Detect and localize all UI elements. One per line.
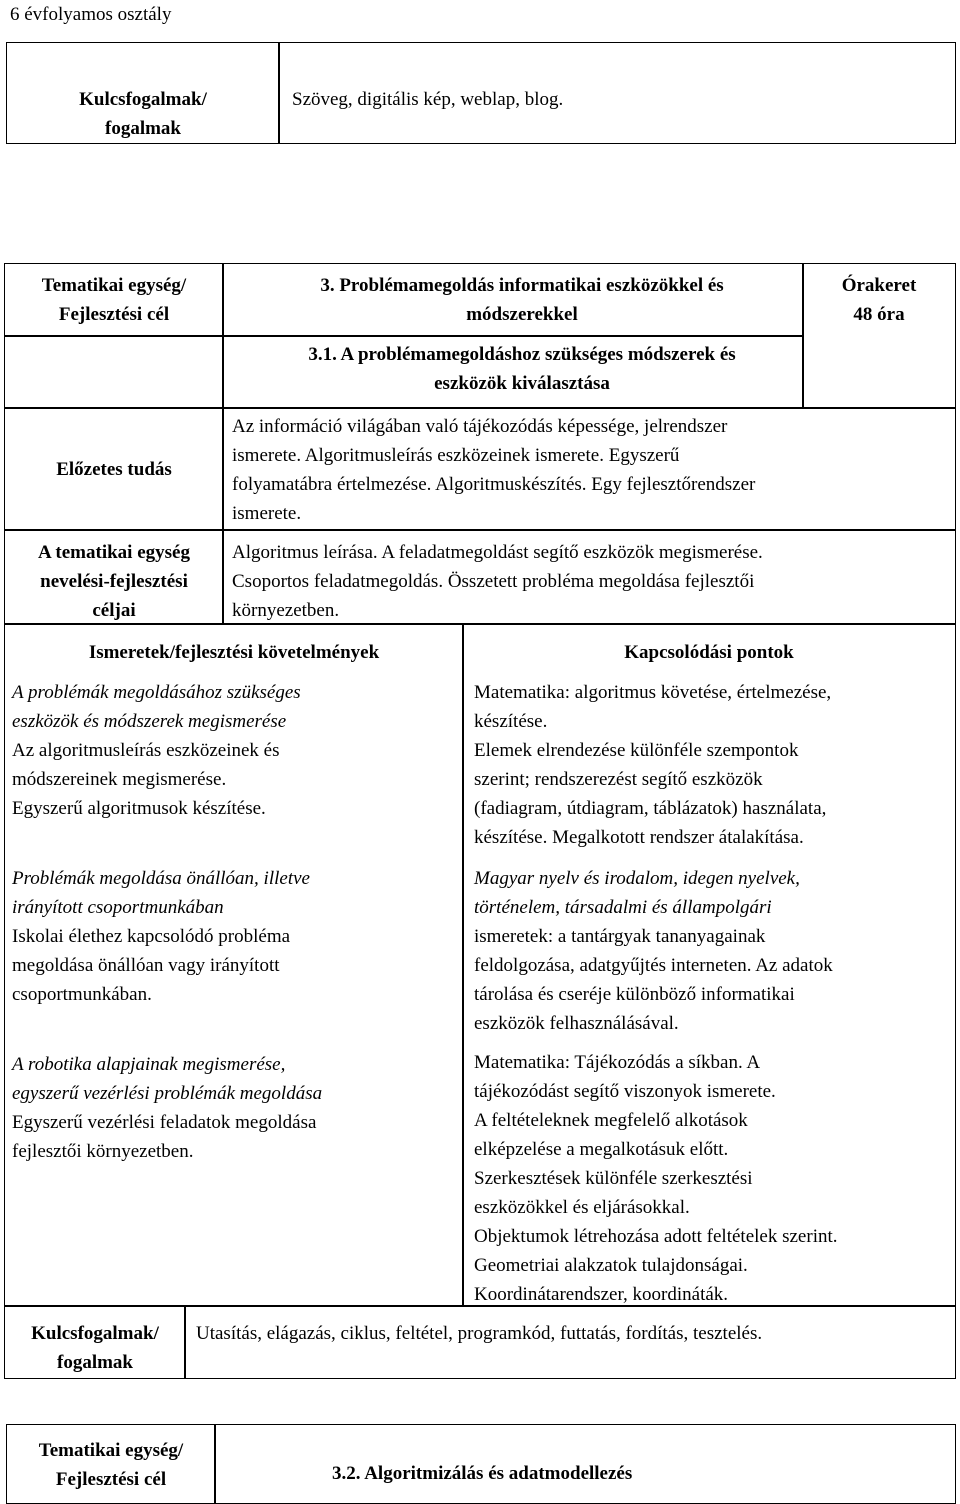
text-line: tárolása és cseréje különböző informatikai (474, 984, 795, 1005)
link-block-1 (474, 678, 831, 852)
requirement-block-3 (12, 1050, 322, 1166)
keywords-value: Szöveg, digitális kép, weblap, blog. (292, 89, 564, 110)
prior-knowledge-label: Előzetes tudás (56, 459, 172, 480)
text-line: eszközökkel és eljárásokkal. (474, 1197, 690, 1218)
text-line: (fadiagram, útdiagram, táblázatok) használata, (474, 798, 827, 819)
text-line: ismerete. Algoritmusleírás eszközeinek ismerete. Egyszerű (232, 445, 680, 466)
text-line: készítése. (474, 711, 548, 732)
text-line: céljai (92, 600, 136, 621)
text-line: A problémák megoldásához szükséges (12, 682, 301, 703)
theme-label-cell-lower (4, 335, 224, 409)
requirements-header: Ismeretek/fejlesztési követelmények (88, 642, 380, 663)
theme-2-label-line1: Tematikai egység/ (38, 1440, 184, 1461)
subunit-line2: eszközök kiválasztása (434, 373, 610, 394)
text-line: ismeretek: a tantárgyak tananyagainak (474, 926, 766, 947)
link-block-3 (474, 1048, 838, 1309)
link-block-2 (474, 864, 833, 1038)
text-line: ismerete. (232, 503, 302, 524)
keywords-label-line1: Kulcsfogalmak/ (79, 89, 207, 110)
grade-header: 6 évfolyamos osztály (10, 4, 172, 25)
text-line: egyszerű vezérlési problémák megoldása (12, 1083, 323, 1104)
text-line: Az algoritmusleírás eszközeinek és (12, 740, 280, 761)
text-line: környezetben. (232, 600, 340, 621)
text-line: Algoritmus leírása. A feladatmegoldást segítő eszközök megismerése. (232, 542, 763, 563)
unit-title-line2: módszerekkel (466, 304, 578, 325)
hours-label: Órakeret (841, 275, 917, 296)
text-line: A tematikai egység (38, 542, 190, 563)
text-line: Egyszerű vezérlési feladatok megoldása (12, 1112, 317, 1133)
text-line: Elemek elrendezése különféle szempontok (474, 740, 799, 761)
prior-knowledge-text (232, 412, 755, 528)
text-line: tájékozódást segítő viszonyok ismerete. (474, 1081, 776, 1102)
text-line: Szerkesztések különféle szerkesztési (474, 1168, 753, 1189)
text-line: Magyar nyelv és irodalom, idegen nyelvek, (474, 868, 800, 889)
text-line: A feltételeknek megfelelő alkotások (474, 1110, 748, 1131)
theme-label-line2: Fejlesztési cél (58, 304, 170, 325)
keywords-2-label-line2: fogalmak (57, 1352, 133, 1373)
text-line: irányított csoportmunkában (12, 897, 224, 918)
text-line: eszközök és módszerek megismerése (12, 711, 287, 732)
hours-value: 48 óra (853, 304, 905, 325)
text-line: készítése. Megalkotott rendszer átalakítása. (474, 827, 804, 848)
links-header: Kapcsolódási pontok (624, 642, 794, 663)
theme-2-unit-title: 3.2. Algoritmizálás és adatmodellezés (332, 1463, 633, 1484)
requirement-block-2 (12, 864, 310, 1009)
goals-label (4, 538, 224, 625)
text-line: módszereinek megismerése. (12, 769, 227, 790)
text-line: Csoportos feladatmegoldás. Összetett probléma megoldása fejlesztői (232, 571, 755, 592)
keywords-2-label-line1: Kulcsfogalmak/ (31, 1323, 159, 1344)
text-line: nevelési-fejlesztési (40, 571, 188, 592)
text-line: Objektumok létrehozása adott feltételek szerint. (474, 1226, 838, 1247)
text-line: Koordinátarendszer, koordináták. (474, 1284, 729, 1305)
text-line: szerint; rendszerezést segítő eszközök (474, 769, 763, 790)
text-line: Matematika: algoritmus követése, értelmezése, (474, 682, 832, 703)
text-line: Matematika: Tájékozódás a síkban. A (474, 1052, 761, 1073)
unit-title-line1: 3. Problémamegoldás informatikai eszközökkel és (320, 275, 724, 296)
text-line: Az információ világában való tájékozódás képessége, jelrendszer (232, 416, 728, 437)
text-line: fejlesztői környezetben. (12, 1141, 194, 1162)
requirement-block-1 (12, 678, 301, 823)
text-line: történelem, társadalmi és állampolgári (474, 897, 772, 918)
theme-2-label-line2: Fejlesztési cél (55, 1469, 167, 1490)
text-line: csoportmunkában. (12, 984, 152, 1005)
text-line: elképzelése a megalkotásuk előtt. (474, 1139, 729, 1160)
text-line: A robotika alapjainak megismerése, (12, 1054, 286, 1075)
keywords-label-line2: fogalmak (105, 118, 181, 139)
text-line: feldolgozása, adatgyűjtés interneten. Az adatok (474, 955, 833, 976)
goals-text (232, 538, 763, 625)
text-line: megoldása önállóan vagy irányított (12, 955, 280, 976)
text-line: Egyszerű algoritmusok készítése. (12, 798, 266, 819)
text-line: Problémák megoldása önállóan, illetve (12, 868, 310, 889)
subunit-line1: 3.1. A problémamegoldáshoz szükséges módszerek és (308, 344, 736, 365)
text-line: eszközök felhasználásával. (474, 1013, 679, 1034)
text-line: Geometriai alakzatok tulajdonságai. (474, 1255, 748, 1276)
theme-label-line1: Tematikai egység/ (41, 275, 187, 296)
text-line: folyamatábra értelmezése. Algoritmuskészítés. Egy fejlesztőrendszer (232, 474, 756, 495)
text-line: Iskolai élethez kapcsolódó probléma (12, 926, 291, 947)
keywords-2-value: Utasítás, elágazás, ciklus, feltétel, programkód, futtatás, fordítás, tesztelés. (196, 1323, 763, 1344)
